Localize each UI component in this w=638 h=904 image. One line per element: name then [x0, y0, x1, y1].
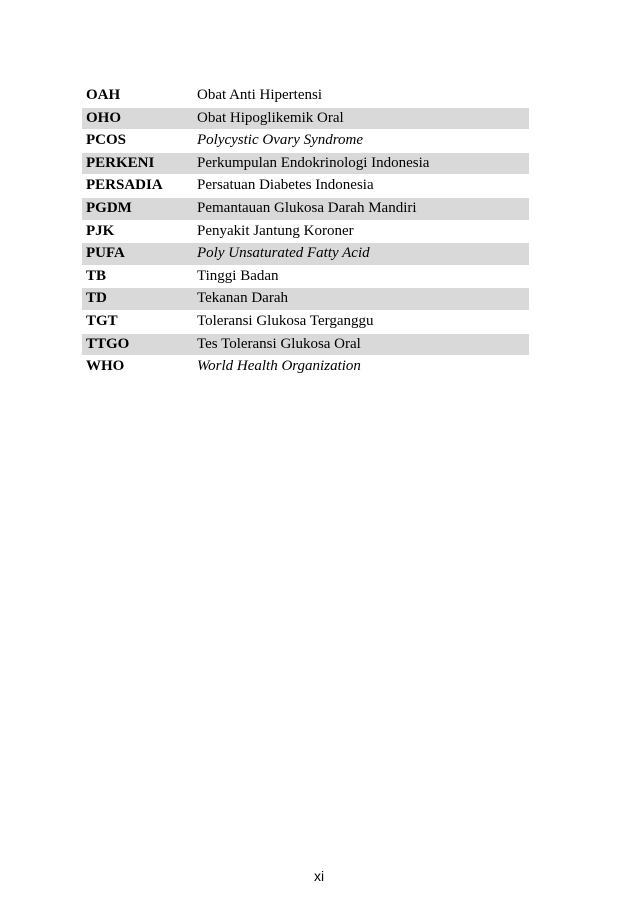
table-row — [82, 310, 529, 333]
abbreviation-term: PCOS — [82, 130, 193, 153]
table-row — [82, 265, 529, 288]
abbreviation-definition: Perkumpulan Endokrinologi Indonesia — [193, 152, 529, 175]
table-row — [82, 175, 529, 198]
abbreviation-term: PERSADIA — [82, 175, 193, 198]
page-number: xi — [313, 868, 325, 884]
abbreviation-definition: Persatuan Diabetes Indonesia — [193, 175, 529, 198]
abbreviation-table — [82, 85, 529, 379]
abbreviation-definition: Polycystic Ovary Syndrome — [193, 130, 529, 153]
abbreviation-definition: World Health Organization — [193, 356, 529, 379]
table-row — [82, 288, 529, 311]
abbreviation-definition: Penyakit Jantung Koroner — [193, 220, 529, 243]
abbreviation-term: WHO — [82, 356, 193, 379]
table-row — [82, 333, 529, 356]
abbreviation-term: PUFA — [82, 243, 193, 266]
abbreviation-definition: Pemantauan Glukosa Darah Mandiri — [193, 197, 529, 220]
table-row — [82, 152, 529, 175]
abbreviation-definition: Toleransi Glukosa Terganggu — [193, 310, 529, 333]
abbreviation-term: PJK — [82, 220, 193, 243]
abbreviation-term: OAH — [82, 85, 193, 107]
abbreviation-definition: Poly Unsaturated Fatty Acid — [193, 243, 529, 266]
table-row — [82, 107, 529, 130]
abbreviation-term: TB — [82, 265, 193, 288]
abbreviation-definition: Tekanan Darah — [193, 288, 529, 311]
abbreviation-term: TD — [82, 288, 193, 311]
table-row — [82, 220, 529, 243]
abbreviation-term: PERKENI — [82, 152, 193, 175]
abbreviation-term: PGDM — [82, 197, 193, 220]
abbreviation-term: TGT — [82, 310, 193, 333]
abbreviation-term: OHO — [82, 107, 193, 130]
table-row — [82, 130, 529, 153]
abbreviation-definition: Obat Anti Hipertensi — [193, 85, 529, 107]
abbreviation-definition: Tinggi Badan — [193, 265, 529, 288]
table-row — [82, 197, 529, 220]
table-row — [82, 243, 529, 266]
abbreviation-definition: Tes Toleransi Glukosa Oral — [193, 333, 529, 356]
abbreviation-definition: Obat Hipoglikemik Oral — [193, 107, 529, 130]
abbreviation-term: TTGO — [82, 333, 193, 356]
table-row — [82, 85, 529, 107]
table-row — [82, 356, 529, 379]
